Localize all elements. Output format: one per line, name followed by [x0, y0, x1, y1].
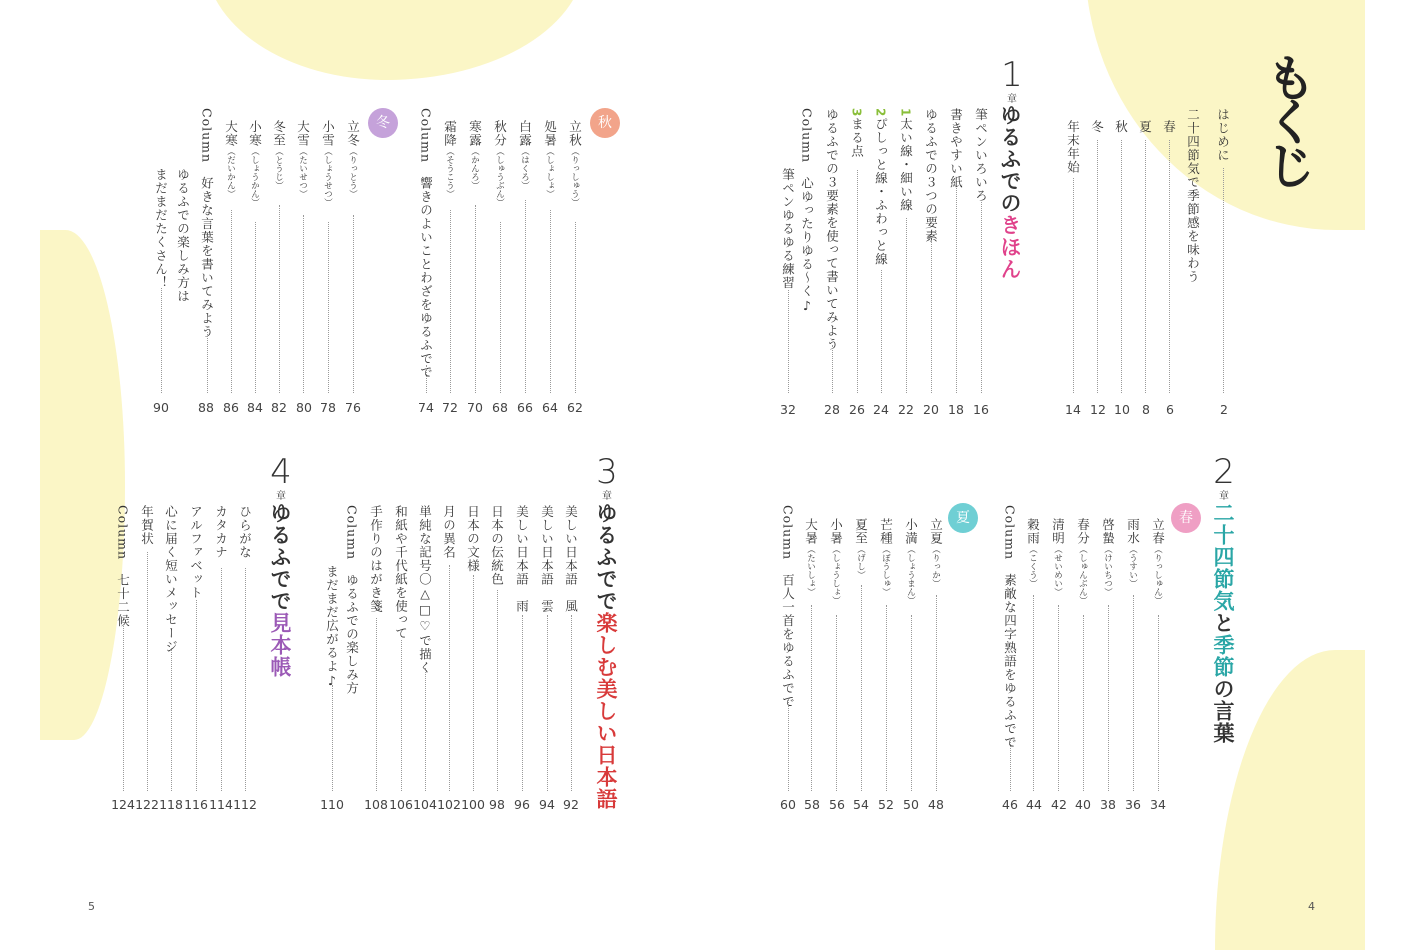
toc-entry: Column 七十二候 [115, 505, 131, 628]
page-number: 104 [413, 797, 437, 812]
page-number: 110 [320, 797, 344, 812]
leader [1083, 615, 1084, 791]
leader [196, 600, 197, 791]
leader [1010, 738, 1011, 791]
leader [161, 288, 162, 393]
page-number: 60 [780, 797, 796, 812]
leader [425, 668, 426, 791]
leader [332, 685, 333, 791]
page-folio-right: 4 [1308, 900, 1315, 913]
page-number: 34 [1150, 797, 1166, 812]
toc-entry: Column 響きのよいことわざをゆるふでで [418, 108, 434, 380]
spring-badge: 春 [1171, 503, 1201, 533]
leader [788, 700, 789, 791]
page-number: 44 [1026, 797, 1042, 812]
toc-entry: 手作りのはがき箋 [368, 505, 384, 613]
toc-entry: 日本の文様 [465, 505, 481, 573]
leader [245, 568, 246, 791]
page-number: 42 [1051, 797, 1067, 812]
page-number: 100 [461, 797, 485, 812]
toc-entry: 清明（せいめい） [1050, 518, 1066, 596]
leader [500, 222, 501, 393]
toc-entry: カタカナ [213, 505, 229, 559]
leader [936, 595, 937, 791]
winter-badge: 冬 [368, 108, 398, 138]
chapter-number: 4 [270, 452, 292, 492]
page-number: 68 [492, 400, 508, 415]
toc-entry: 霜降（そうこう） [442, 120, 458, 198]
leader [497, 590, 498, 791]
leader [1223, 168, 1224, 393]
toc-entry: 啓蟄（けいちつ） [1100, 518, 1116, 596]
toc-entry: 1太い線・細い線 [898, 108, 914, 212]
toc-entry: 小暑（しょうしょ） [828, 518, 844, 605]
leader [426, 365, 427, 393]
leader [981, 200, 982, 393]
toc-entry: 穀雨（こくう） [1025, 518, 1041, 588]
leader [303, 215, 304, 393]
leader [1158, 615, 1159, 791]
page-number: 116 [184, 797, 208, 812]
page-number: 24 [873, 402, 889, 417]
leader [857, 170, 858, 393]
step-number: 3 [849, 108, 864, 118]
toc-entry: 芒種（ぼうしゅ） [878, 518, 894, 596]
leader [886, 605, 887, 791]
toc-entry: Column ゆるふでの楽しみ方 [344, 505, 360, 696]
page-number: 32 [780, 402, 796, 417]
leader [1097, 140, 1098, 393]
toc-entry: アルファベット [188, 505, 204, 600]
bg-blob-bottom-right [1215, 650, 1365, 950]
toc-entry: 小満（しょうまん） [903, 518, 919, 605]
step-number: 1 [898, 108, 913, 118]
chapter-mark: 章 [1007, 94, 1017, 105]
page-number: 82 [271, 400, 287, 415]
toc-entry: 和紙や千代紙を使って [393, 505, 409, 640]
page-number: 56 [829, 797, 845, 812]
leader [832, 345, 833, 393]
chapter-mark: 章 [276, 491, 286, 502]
toc-entry: 小寒（しょうかん） [247, 120, 263, 207]
page-number: 58 [804, 797, 820, 812]
toc-entry: 心に届く短いメッセージ [163, 505, 179, 654]
page-number: 26 [849, 402, 865, 417]
leader [881, 270, 882, 393]
toc-entry: 2ぴしっと線・ふわっと線 [873, 108, 889, 266]
leader [571, 615, 572, 791]
leader [547, 615, 548, 791]
bg-blob-top-left [205, 0, 585, 80]
chapter-title: 二十四節気と季節の言葉 [1211, 502, 1236, 744]
leader [525, 200, 526, 393]
page-number: 84 [247, 400, 263, 415]
toc-entry: 大暑（たいしょ） [803, 518, 819, 596]
leader [522, 615, 523, 791]
toc-entry: 処暑（しょしょ） [542, 120, 558, 198]
chapter-mark: 章 [1219, 491, 1229, 502]
leader [376, 618, 377, 791]
toc-entry: Column 心ゆったりゆる〜く♪ [799, 108, 815, 315]
toc-entry: 立春（りっしゅん） [1150, 518, 1166, 605]
leader [811, 605, 812, 791]
leader [328, 222, 329, 393]
toc-entry: 白露（はくろ） [517, 120, 533, 190]
leader [1073, 178, 1074, 393]
page-number: 40 [1075, 797, 1091, 812]
page-number: 88 [198, 400, 214, 415]
leader [231, 210, 232, 393]
page-number: 94 [539, 797, 555, 812]
page-number: 48 [928, 797, 944, 812]
page-number: 36 [1125, 797, 1141, 812]
toc-entry: 小雪（しょうせつ） [320, 120, 336, 207]
leader [147, 552, 148, 791]
page-number: 86 [223, 400, 239, 415]
toc-entry: まだまだたくさん！ [153, 168, 169, 290]
page-number: 98 [489, 797, 505, 812]
toc-entry: 秋分（しゅうぶん） [492, 120, 508, 207]
page-number: 6 [1166, 402, 1174, 417]
toc-entry: 日本の伝統色 [489, 505, 505, 586]
leader [550, 210, 551, 393]
toc-entry: 冬 [1089, 120, 1105, 134]
leader [353, 215, 354, 393]
page-number: 124 [111, 797, 135, 812]
leader [575, 222, 576, 393]
leader [1145, 140, 1146, 393]
toc-entry: 年賀状 [139, 505, 155, 546]
leader [255, 222, 256, 393]
page-number: 90 [153, 400, 169, 415]
toc-entry: はじめに [1215, 108, 1231, 162]
leader [221, 568, 222, 791]
leader [788, 290, 789, 393]
autumn-badge: 秋 [590, 108, 620, 138]
toc-entry: 美しい日本語 雲 [539, 505, 555, 613]
leader [449, 565, 450, 791]
toc-entry: 秋 [1113, 120, 1129, 134]
leader [906, 218, 907, 393]
page-number: 50 [903, 797, 919, 812]
chapter-number: 2 [1213, 452, 1235, 492]
chapter-number: 3 [596, 452, 618, 492]
page-number: 66 [517, 400, 533, 415]
page-number: 108 [364, 797, 388, 812]
leader [473, 575, 474, 791]
toc-entry: 春 [1161, 120, 1177, 134]
leader [207, 332, 208, 393]
page-number: 38 [1100, 797, 1116, 812]
toc-entry: 夏 [1137, 120, 1153, 134]
leader [123, 620, 124, 791]
chapter-title: ゆるふでで楽しむ美しい日本語 [594, 502, 619, 810]
toc-entry: 雨水（うすい） [1125, 518, 1141, 588]
leader [171, 648, 172, 791]
toc-entry: 書きやすい紙 [948, 108, 964, 189]
leader [931, 240, 932, 393]
page-number: 20 [923, 402, 939, 417]
page-number: 70 [467, 400, 483, 415]
page-folio-left: 5 [88, 900, 95, 913]
page-number: 28 [824, 402, 840, 417]
page-number: 16 [973, 402, 989, 417]
page-number: 114 [209, 797, 233, 812]
toc-entry: ゆるふでの楽しみ方は [175, 168, 191, 303]
page-number: 8 [1142, 402, 1150, 417]
toc-entry: 筆ペンゆるゆる練習 [780, 168, 796, 290]
leader [1108, 605, 1109, 791]
page-number: 102 [437, 797, 461, 812]
page-number: 118 [159, 797, 183, 812]
leader [1058, 605, 1059, 791]
leader [475, 205, 476, 393]
page-number: 96 [514, 797, 530, 812]
chapter-mark: 章 [602, 491, 612, 502]
toc-entry: 年末年始 [1065, 120, 1081, 174]
toc-entry: 月の異名 [441, 505, 457, 559]
page-number: 14 [1065, 402, 1081, 417]
toc-entry: 筆ペンいろいろ [973, 108, 989, 203]
chapter-number: 1 [1001, 55, 1023, 95]
page-number: 78 [320, 400, 336, 415]
leader [1121, 140, 1122, 393]
page-number: 18 [948, 402, 964, 417]
toc-entry: 美しい日本語 風 [563, 505, 579, 613]
page-title: もくじ [1258, 52, 1317, 184]
toc-entry: 大雪（たいせつ） [295, 120, 311, 198]
leader [450, 210, 451, 393]
toc-entry: 単純な記号〇△□♡で描く [417, 505, 433, 675]
toc-entry: まだまだ広がるよ♪ [324, 565, 340, 689]
leader [861, 585, 862, 791]
toc-entry: 立秋（りっしゅう） [567, 120, 583, 207]
leader [1169, 140, 1170, 393]
bg-blob-left [40, 230, 125, 740]
page-number: 54 [853, 797, 869, 812]
toc-entry: 美しい日本語 雨 [514, 505, 530, 613]
page-number: 64 [542, 400, 558, 415]
page-number: 80 [296, 400, 312, 415]
chapter-title: ゆるふでで見本帳 [268, 502, 293, 678]
toc-entry: Column 百人一首をゆるふでで [780, 505, 796, 709]
toc-entry: ひらがな [237, 505, 253, 559]
page-number: 52 [878, 797, 894, 812]
toc-entry: 寒露（かんろ） [467, 120, 483, 190]
page-number: 22 [898, 402, 914, 417]
toc-entry: 二十四節気で季節感を味わう [1185, 108, 1201, 284]
page-number: 12 [1090, 402, 1106, 417]
toc-entry: 3まる点 [849, 108, 865, 158]
toc-entry: 立冬（りっとう） [345, 120, 361, 198]
leader [911, 615, 912, 791]
leader [401, 640, 402, 791]
page-number: 76 [345, 400, 361, 415]
page-number: 72 [442, 400, 458, 415]
leader [956, 188, 957, 393]
page-number: 62 [567, 400, 583, 415]
page-number: 10 [1114, 402, 1130, 417]
leader [836, 615, 837, 791]
toc-entry: ゆるふでの３つの要素 [923, 108, 939, 243]
toc-entry: 冬至（とうじ） [271, 120, 287, 190]
page-number: 46 [1002, 797, 1018, 812]
toc-entry: 大寒（だいかん） [223, 120, 239, 198]
leader [279, 205, 280, 393]
page-number: 74 [418, 400, 434, 415]
toc-entry: Column 素敵な四字熟語をゆるふでで [1002, 505, 1018, 750]
leader [1033, 595, 1034, 791]
page-number: 106 [389, 797, 413, 812]
page-number: 2 [1220, 402, 1228, 417]
toc-entry: Column 好きな言葉を書いてみよう [199, 108, 215, 339]
toc-entry: 春分（しゅんぶん） [1075, 518, 1091, 605]
chapter-title: ゆるふでのきほん [998, 104, 1023, 280]
page-number: 112 [233, 797, 257, 812]
toc-entry: 立夏（りっか） [928, 518, 944, 588]
summer-badge: 夏 [948, 503, 978, 533]
step-number: 2 [873, 108, 888, 118]
toc-entry: 夏至（げし） [853, 518, 869, 579]
toc-entry: ゆるふでの３要素を使って書いてみよう [824, 108, 840, 351]
page-number: 122 [135, 797, 159, 812]
page-number: 92 [563, 797, 579, 812]
leader [1133, 595, 1134, 791]
